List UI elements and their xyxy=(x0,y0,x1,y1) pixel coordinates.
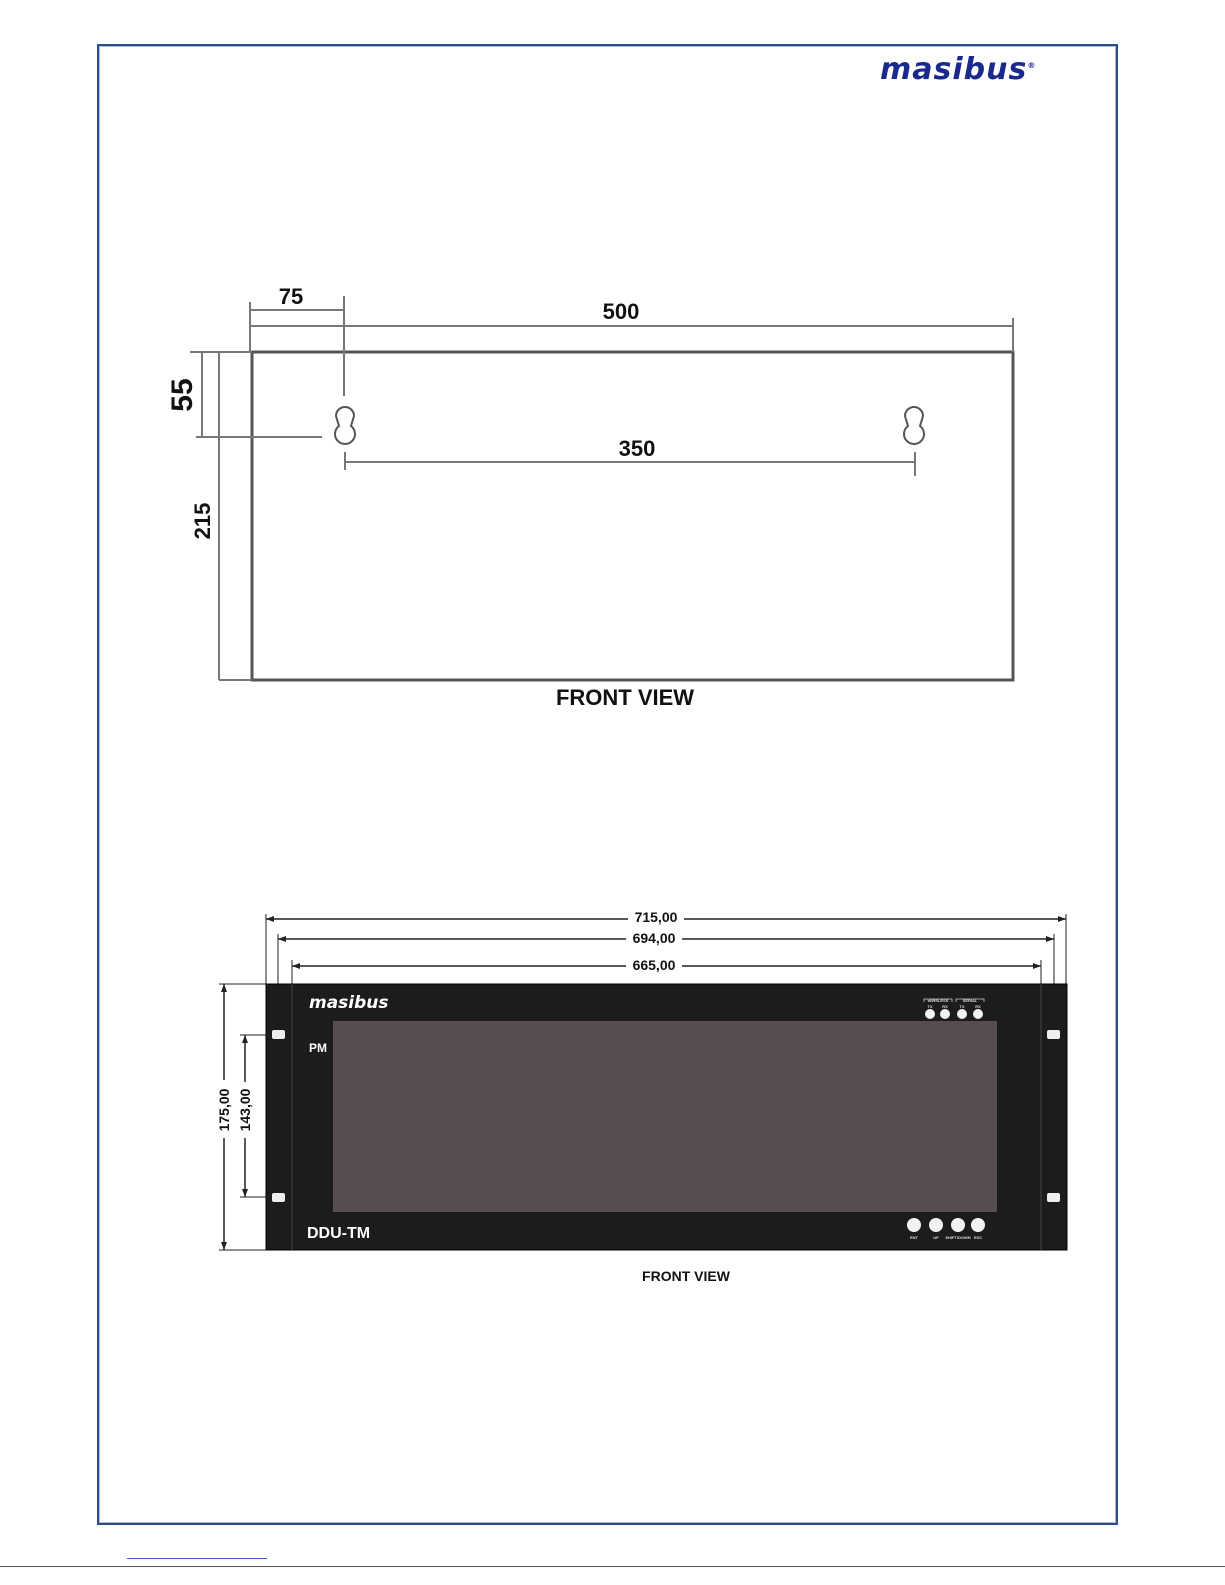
key-label-ent: ENT xyxy=(910,1235,918,1240)
height-143-arrow-top xyxy=(242,1035,248,1043)
enclosure-outline xyxy=(252,352,1013,680)
height-dim-label: 215 xyxy=(190,502,215,540)
led-wireless-rx xyxy=(940,1009,950,1019)
panel-model: DDU-TM xyxy=(307,1225,371,1242)
led-group-wireless: WIRELESS xyxy=(927,998,949,1003)
led-label-2: RX xyxy=(942,1004,948,1009)
led-label-3: TX xyxy=(959,1004,965,1009)
panel-brand: masibus xyxy=(309,993,389,1013)
panel-label-pm: PM xyxy=(309,1041,327,1055)
inner-arrow-left xyxy=(292,963,300,969)
mount-slot-top-left xyxy=(272,1030,285,1039)
width-dim-label: 500 xyxy=(602,299,640,324)
keyhole-right-icon xyxy=(904,407,924,444)
inner-dim-label: 665,00 xyxy=(632,957,676,973)
key-ent-button xyxy=(907,1218,921,1232)
overall-arrow-left xyxy=(266,916,274,922)
mount-slot-bottom-left xyxy=(272,1193,285,1202)
caption-front-view-1: FRONT VIEW xyxy=(555,685,695,710)
led-serial-tx xyxy=(957,1009,967,1019)
registered-mark: ® xyxy=(1027,61,1037,70)
diagram-wall-mount xyxy=(166,284,1013,710)
key-label-esc: ESC xyxy=(973,1235,983,1240)
height-143-label: 143,00 xyxy=(237,1088,253,1132)
footer-link-underline xyxy=(127,1558,267,1559)
height-143-arrow-bottom xyxy=(242,1189,248,1197)
offset-dim-label: 75 xyxy=(278,284,304,309)
height-175-arrow-bottom xyxy=(221,1242,227,1250)
mount-dim-label: 694,00 xyxy=(632,930,676,946)
bottom-rule xyxy=(0,1566,1225,1567)
overall-arrow-right xyxy=(1058,916,1066,922)
led-label-1: TX xyxy=(927,1004,933,1009)
mount-arrow-right xyxy=(1046,936,1054,942)
led-serial-rx xyxy=(973,1009,983,1019)
mount-arrow-left xyxy=(278,936,286,942)
height-175-arrow-top xyxy=(221,984,227,992)
height-175-label: 175,00 xyxy=(216,1088,232,1132)
caption-front-view-2: FRONT VIEW xyxy=(642,1268,730,1284)
key-label-shift-down: SHIFT/DOWN xyxy=(945,1235,971,1240)
logo-text: masibus xyxy=(880,52,1028,87)
diagram-rack-panel xyxy=(215,907,1067,1284)
led-label-4: RX xyxy=(975,1004,981,1009)
spacing-dim-label: 350 xyxy=(618,436,656,461)
display-window xyxy=(333,1021,997,1212)
key-up-button xyxy=(929,1218,943,1232)
keyhole-left-icon xyxy=(335,407,355,444)
hole-vert-dim-label: 55 xyxy=(166,378,199,412)
led-group-serial: SERIAL xyxy=(962,998,978,1003)
mount-slot-bottom-right xyxy=(1047,1193,1060,1202)
mount-slot-top-right xyxy=(1047,1030,1060,1039)
overall-dim-label: 715,00 xyxy=(634,909,678,925)
inner-arrow-right xyxy=(1033,963,1041,969)
key-shift-down-button xyxy=(951,1218,965,1232)
key-label-up: UP xyxy=(933,1235,939,1240)
led-wireless-tx xyxy=(925,1009,935,1019)
key-esc-button xyxy=(971,1218,985,1232)
